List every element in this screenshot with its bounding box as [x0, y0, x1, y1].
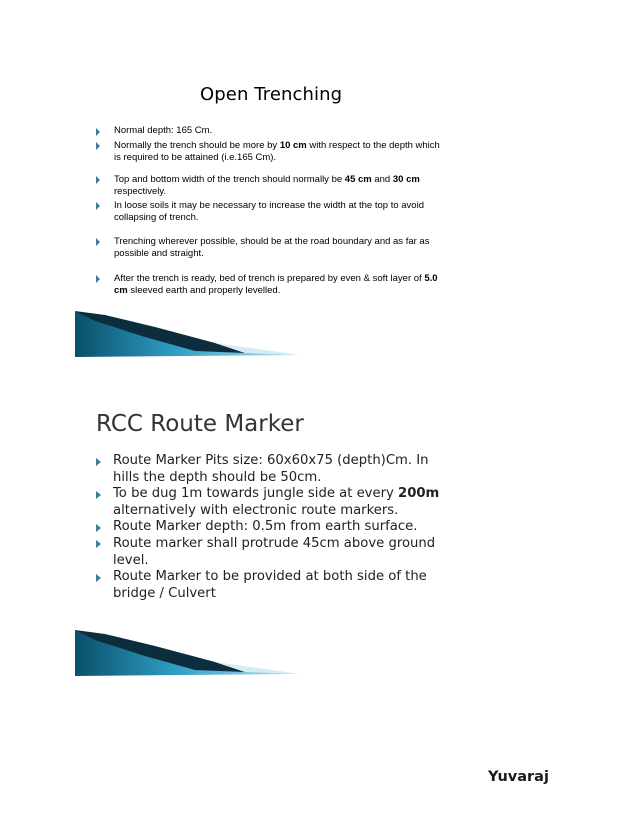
triangle-bullet-icon	[96, 128, 100, 136]
bullet-text: Route Marker depth: 0.5m from earth surface.	[113, 519, 418, 535]
bullet-text: To be dug 1m towards jungle side at every	[113, 486, 399, 502]
bullet-text: In loose soils it may be necessary to increase the width at the top to avoid collapsing of trench.	[114, 199, 424, 223]
bullet-emphasis: 10 cm	[279, 139, 307, 151]
bullet-text: Normal depth: 165 Cm.	[114, 125, 213, 136]
bullet-text: Route Marker Pits size: 60x60x75 (depth)Cm. In hills the depth should be 50cm.	[113, 453, 429, 485]
triangle-bullet-icon	[96, 275, 100, 283]
bullet-item	[96, 140, 446, 165]
bullet-text: Trenching wherever possible, should be at the road boundary and as far as possible and straight.	[114, 235, 430, 259]
bullet-text: After the trench is ready, bed of trench is prepared by even & soft layer of	[114, 272, 425, 284]
bullet-text: with respect to the depth which is required to be attained (i.e.165 Cm).	[114, 139, 440, 163]
bullet-emphasis: 30 cm	[392, 173, 420, 185]
triangle-bullet-icon	[96, 238, 100, 246]
bullet-emphasis: 200m	[398, 486, 440, 502]
bullet-text: and	[371, 173, 393, 185]
slide-open-trenching	[0, 0, 638, 360]
triangle-bullet-icon	[96, 540, 101, 548]
bullet-text: Route marker shall protrude 45cm above ground level.	[113, 535, 436, 568]
swoosh-decoration	[75, 630, 300, 676]
bullet-item	[96, 200, 446, 225]
bullet-text: Route Marker to be provided at both side of the bridge / Culvert	[113, 569, 427, 601]
bullet-emphasis: 45 cm	[344, 173, 372, 185]
slide-rcc-route-marker	[0, 360, 638, 690]
bullet-item	[96, 519, 446, 536]
bullet-item	[96, 536, 446, 569]
bullet-item	[96, 486, 446, 519]
bullet-text: Top and bottom width of the trench should normally be	[114, 173, 345, 185]
triangle-bullet-icon	[96, 491, 101, 499]
bullet-item	[96, 569, 446, 602]
slide-title: RCC Route Marker	[96, 411, 304, 437]
bullet-text: sleeved earth and properly levelled.	[127, 285, 281, 296]
bullet-list	[96, 453, 446, 602]
bullet-item	[96, 125, 446, 138]
triangle-bullet-icon	[96, 176, 100, 184]
triangle-bullet-icon	[96, 202, 100, 210]
author-name: Yuvaraj	[488, 769, 549, 785]
bullet-text: alternatively with electronic route markers.	[113, 502, 399, 518]
triangle-bullet-icon	[96, 524, 101, 532]
triangle-bullet-icon	[96, 458, 101, 466]
bullet-emphasis: 5.0 cm	[114, 272, 438, 296]
bullet-list	[96, 125, 446, 298]
triangle-bullet-icon	[96, 142, 100, 150]
slide-title: Open Trenching	[200, 84, 343, 105]
bullet-text: Normally the trench should be more by	[114, 139, 280, 151]
triangle-bullet-icon	[96, 574, 101, 582]
bullet-text: respectively.	[114, 186, 167, 197]
bullet-item	[96, 236, 446, 261]
swoosh-decoration	[75, 311, 300, 357]
bullet-item	[96, 273, 446, 298]
bullet-item	[96, 174, 446, 199]
bullet-item	[96, 453, 446, 486]
